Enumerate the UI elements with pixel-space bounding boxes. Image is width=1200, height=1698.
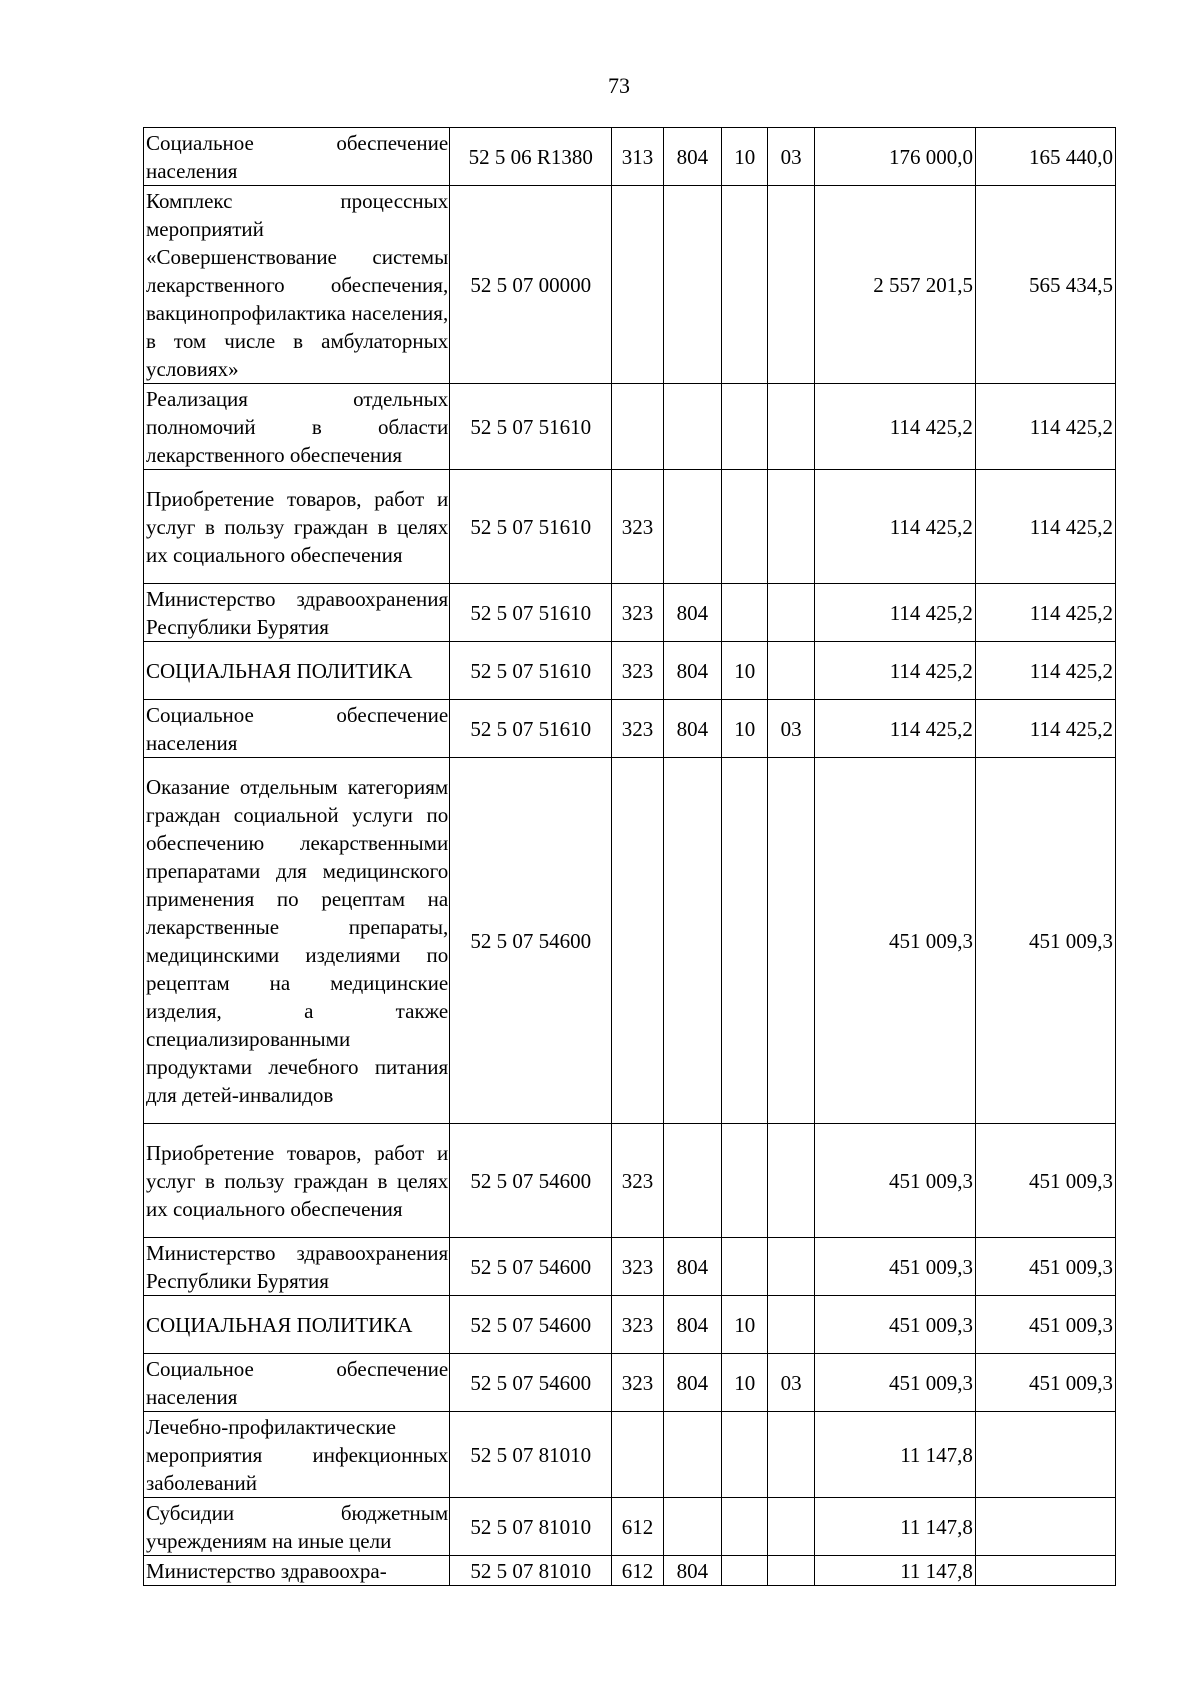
row-gr: 804 xyxy=(663,1238,721,1296)
row-sum-1: 451 009,3 xyxy=(814,1354,975,1412)
row-code: 52 5 07 54600 xyxy=(450,1296,612,1354)
row-rz xyxy=(722,1412,768,1498)
row-sum-1: 11 147,8 xyxy=(814,1498,975,1556)
row-code: 52 5 07 81010 xyxy=(450,1556,612,1586)
row-vr xyxy=(612,186,663,384)
row-vr xyxy=(612,1412,663,1498)
row-vr: 323 xyxy=(612,1124,663,1238)
row-sum-2: 451 009,3 xyxy=(975,1238,1115,1296)
row-rz xyxy=(722,1238,768,1296)
row-code: 52 5 07 54600 xyxy=(450,758,612,1124)
table-row xyxy=(144,1498,1116,1556)
row-pr xyxy=(768,384,814,470)
table-row xyxy=(144,1354,1116,1412)
row-code: 52 5 07 51610 xyxy=(450,642,612,700)
table-row xyxy=(144,384,1116,470)
row-code: 52 5 07 54600 xyxy=(450,1354,612,1412)
row-sum-2 xyxy=(975,1498,1115,1556)
row-sum-1: 114 425,2 xyxy=(814,584,975,642)
page-number: 73 xyxy=(608,73,630,98)
row-pr xyxy=(768,1498,814,1556)
row-sum-2: 114 425,2 xyxy=(975,384,1115,470)
row-code: 52 5 07 81010 xyxy=(450,1498,612,1556)
row-pr xyxy=(768,1296,814,1354)
row-pr xyxy=(768,642,814,700)
row-pr xyxy=(768,186,814,384)
row-gr xyxy=(663,186,721,384)
row-vr: 323 xyxy=(612,470,663,584)
row-sum-2: 451 009,3 xyxy=(975,1124,1115,1238)
row-sum-1: 176 000,0 xyxy=(814,128,975,186)
row-sum-2: 114 425,2 xyxy=(975,470,1115,584)
row-vr: 323 xyxy=(612,1296,663,1354)
row-name: Социальное обеспечение населения xyxy=(144,128,450,186)
table-row xyxy=(144,1124,1116,1238)
row-vr: 323 xyxy=(612,584,663,642)
row-sum-1: 114 425,2 xyxy=(814,384,975,470)
row-vr: 323 xyxy=(612,642,663,700)
row-name: Социальное обеспечение населения xyxy=(144,1354,450,1412)
row-pr xyxy=(768,1556,814,1586)
row-rz: 10 xyxy=(722,128,768,186)
row-rz: 10 xyxy=(722,1296,768,1354)
row-gr xyxy=(663,384,721,470)
row-gr xyxy=(663,470,721,584)
row-sum-2: 451 009,3 xyxy=(975,1354,1115,1412)
row-rz: 10 xyxy=(722,642,768,700)
row-rz xyxy=(722,384,768,470)
row-gr xyxy=(663,758,721,1124)
row-vr: 323 xyxy=(612,1354,663,1412)
row-gr: 804 xyxy=(663,1354,721,1412)
row-sum-2: 565 434,5 xyxy=(975,186,1115,384)
row-sum-2: 165 440,0 xyxy=(975,128,1115,186)
table-row xyxy=(144,470,1116,584)
row-name: Приобретение товаров, работ и услуг в пользу граждан в целях их социального обеспечения xyxy=(144,1124,450,1238)
row-rz xyxy=(722,470,768,584)
row-rz xyxy=(722,1124,768,1238)
row-name: Министерство здравоохранения Республики Бурятия xyxy=(144,584,450,642)
row-name: СОЦИАЛЬНАЯ ПОЛИТИКА xyxy=(144,642,450,700)
row-pr xyxy=(768,1412,814,1498)
row-rz: 10 xyxy=(722,700,768,758)
table-row xyxy=(144,1556,1116,1586)
row-name: Министерство здравоохранения Республики Бурятия xyxy=(144,1238,450,1296)
row-code: 52 5 07 54600 xyxy=(450,1124,612,1238)
row-rz: 10 xyxy=(722,1354,768,1412)
row-sum-1: 451 009,3 xyxy=(814,1296,975,1354)
table-row xyxy=(144,700,1116,758)
row-code: 52 5 07 81010 xyxy=(450,1412,612,1498)
row-gr: 804 xyxy=(663,1556,721,1586)
row-sum-1: 11 147,8 xyxy=(814,1412,975,1498)
row-sum-1: 451 009,3 xyxy=(814,758,975,1124)
row-gr: 804 xyxy=(663,700,721,758)
row-name: Социальное обеспечение населения xyxy=(144,700,450,758)
row-vr xyxy=(612,758,663,1124)
row-pr: 03 xyxy=(768,128,814,186)
table-row xyxy=(144,1296,1116,1354)
row-code: 52 5 07 00000 xyxy=(450,186,612,384)
row-sum-1: 114 425,2 xyxy=(814,642,975,700)
row-sum-2 xyxy=(975,1556,1115,1586)
table-row xyxy=(144,642,1116,700)
row-sum-1: 451 009,3 xyxy=(814,1238,975,1296)
row-name: Комплекс процессных мероприятий «Совершенствование системы лекарственного обеспечения, вакцинопрофилактика населения, в том числе в амбулаторных условиях» xyxy=(144,186,450,384)
row-gr: 804 xyxy=(663,1296,721,1354)
row-rz xyxy=(722,758,768,1124)
row-name: Министерство здравоохра- xyxy=(144,1556,450,1586)
row-vr: 323 xyxy=(612,700,663,758)
row-name: Субсидии бюджетным учреждениям на иные цели xyxy=(144,1498,450,1556)
row-sum-1: 114 425,2 xyxy=(814,700,975,758)
row-code: 52 5 07 51610 xyxy=(450,384,612,470)
row-gr xyxy=(663,1124,721,1238)
row-vr: 313 xyxy=(612,128,663,186)
row-name: Лечебно-профилактические мероприятия инфекционных заболеваний xyxy=(144,1412,450,1498)
row-sum-1: 2 557 201,5 xyxy=(814,186,975,384)
row-vr xyxy=(612,384,663,470)
row-pr: 03 xyxy=(768,1354,814,1412)
row-pr xyxy=(768,758,814,1124)
row-pr xyxy=(768,584,814,642)
row-name: Реализация отдельных полномочий в области лекарственного обеспечения xyxy=(144,384,450,470)
row-vr: 612 xyxy=(612,1498,663,1556)
row-gr: 804 xyxy=(663,642,721,700)
row-sum-2 xyxy=(975,1412,1115,1498)
row-gr: 804 xyxy=(663,584,721,642)
row-pr xyxy=(768,470,814,584)
row-pr xyxy=(768,1124,814,1238)
table-row xyxy=(144,1412,1116,1498)
row-rz xyxy=(722,1498,768,1556)
row-sum-2: 114 425,2 xyxy=(975,700,1115,758)
row-sum-1: 114 425,2 xyxy=(814,470,975,584)
row-rz xyxy=(722,584,768,642)
table-row xyxy=(144,186,1116,384)
row-sum-2: 451 009,3 xyxy=(975,758,1115,1124)
row-rz xyxy=(722,186,768,384)
row-gr: 804 xyxy=(663,128,721,186)
row-code: 52 5 07 54600 xyxy=(450,1238,612,1296)
row-sum-1: 11 147,8 xyxy=(814,1556,975,1586)
row-name: Приобретение товаров, работ и услуг в пользу граждан в целях их социального обеспечения xyxy=(144,470,450,584)
table-row xyxy=(144,758,1116,1124)
row-gr xyxy=(663,1498,721,1556)
row-code: 52 5 07 51610 xyxy=(450,584,612,642)
row-vr: 323 xyxy=(612,1238,663,1296)
table-row xyxy=(144,584,1116,642)
row-name: Оказание отдельным категориям граждан социальной услуги по обеспечению лекарственными препаратами для медицинского применения по рецептам на лекарственные препараты, медицинскими изделиями по рецептам на медицинские изделия, а также специализированными продуктами лечебного питания для детей-инвалидов xyxy=(144,758,450,1124)
table-row xyxy=(144,1238,1116,1296)
row-pr xyxy=(768,1238,814,1296)
row-code: 52 5 06 R1380 xyxy=(450,128,612,186)
row-sum-1: 451 009,3 xyxy=(814,1124,975,1238)
row-sum-2: 114 425,2 xyxy=(975,642,1115,700)
row-gr xyxy=(663,1412,721,1498)
row-code: 52 5 07 51610 xyxy=(450,470,612,584)
table-row xyxy=(144,128,1116,186)
row-sum-2: 114 425,2 xyxy=(975,584,1115,642)
row-code: 52 5 07 51610 xyxy=(450,700,612,758)
row-rz xyxy=(722,1556,768,1586)
row-name: СОЦИАЛЬНАЯ ПОЛИТИКА xyxy=(144,1296,450,1354)
row-vr: 612 xyxy=(612,1556,663,1586)
row-sum-2: 451 009,3 xyxy=(975,1296,1115,1354)
budget-table xyxy=(143,127,1116,1586)
row-pr: 03 xyxy=(768,700,814,758)
